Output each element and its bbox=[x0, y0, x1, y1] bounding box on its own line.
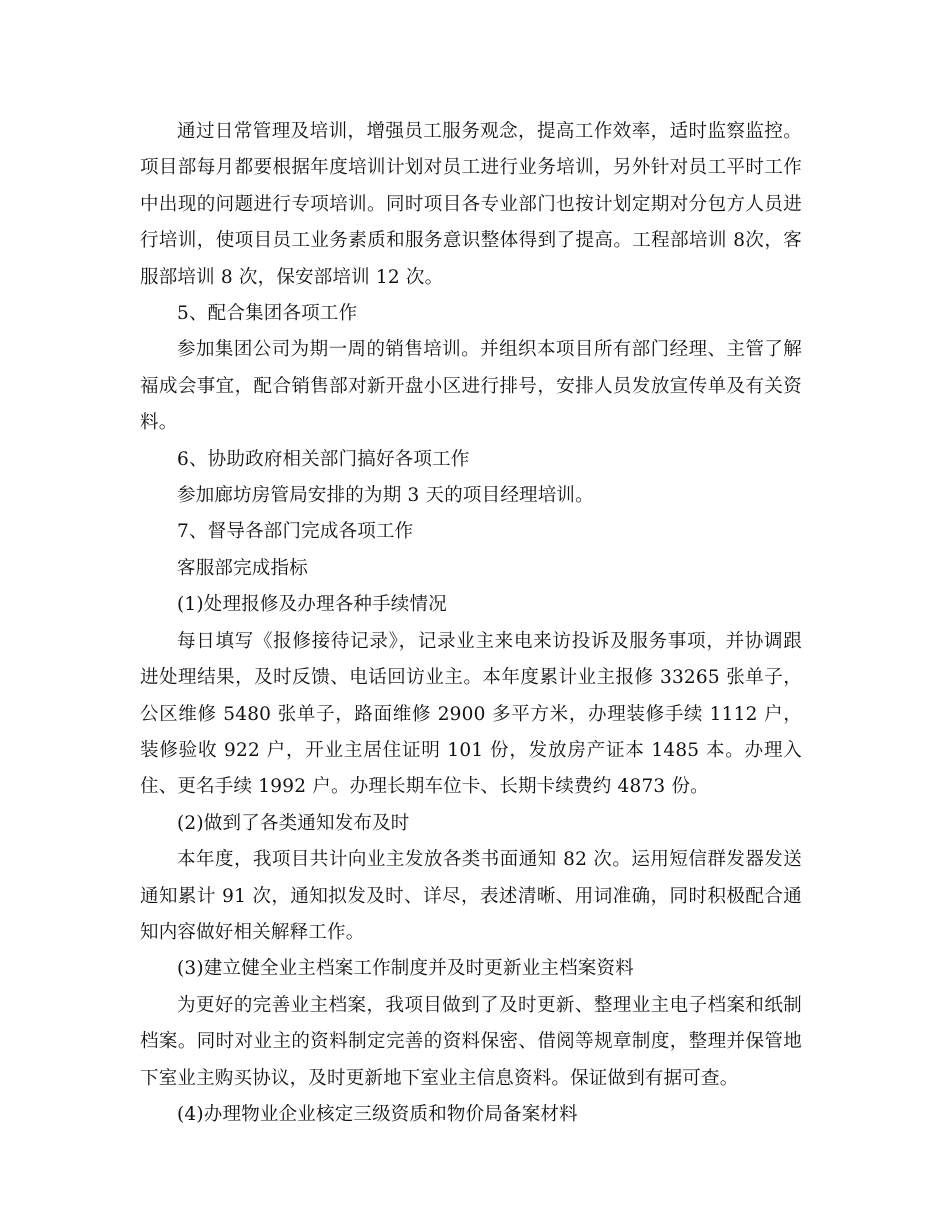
item-heading-2: (2)做到了各类通知发布及时 bbox=[177, 812, 410, 834]
paragraph-notifications: 本年度，我项目共计向业主发放各类书面通知 82 次。运用短信群发器发送通知累计 91 次，通知拟发及时、详尽，表述清晰、用词准确，同时积极配合通知内容做好相关解释工作。 bbox=[140, 849, 802, 943]
paragraph-repair-records: 每日填写《报修接待记录》，记录业主来电来访投诉及服务事项，并协调跟进处理结果，及时反馈、电话回访业主。本年度累计业主报修 33265 张单子，公区维修 5480 张单子，路面维修 2900 多平方米，办理装修手续 1112 户，装修验收 922 户，开业主居住证明 101 份，发放房产证本 1485 本。办理入住、更名手续 1992 户。办理长期车位卡、长期卡续费约 4873 份。 bbox=[140, 630, 802, 798]
paragraph-training: 通过日常管理及培训，增强员工服务观念，提高工作效率，适时监察监控。项目部每月都要根据年度培训计划对员工进行业务培训，另外针对员工平时工作中出现的问题进行专项培训。同时项目各专业部门也按计划定期对分包方人员进行培训，使项目员工业务素质和服务意识整体得到了提高。工程部培训 8次，客服部培训 8 次，保安部培训 12 次。 bbox=[140, 121, 802, 288]
section-heading-5: 5、配合集团各项工作 bbox=[177, 303, 358, 325]
subheading-customer-service: 客服部完成指标 bbox=[177, 557, 308, 579]
paragraph-group-work: 参加集团公司为期一周的销售培训。并组织本项目所有部门经理、主管了解福成会事宜，配合销售部对新开盘小区进行排号，安排人员发放宣传单及有关资料。 bbox=[140, 339, 802, 434]
paragraph-government-training: 参加廊坊房管局安排的为期 3 天的项目经理培训。 bbox=[177, 485, 594, 507]
section-heading-6: 6、协助政府相关部门搞好各项工作 bbox=[177, 448, 470, 470]
paragraph-owner-archives: 为更好的完善业主档案，我项目做到了及时更新、整理业主电子档案和纸制档案。同时对业主的资料制定完善的资料保密、借阅等规章制度，整理并保管地下室业主购买协议，及时更新地下室业主信息资料。保证做到有据可查。 bbox=[140, 994, 802, 1089]
item-heading-3: (3)建立健全业主档案工作制度并及时更新业主档案资料 bbox=[177, 958, 634, 980]
document-body bbox=[140, 114, 802, 1133]
item-heading-4: (4)办理物业企业核定三级资质和物价局备案材料 bbox=[177, 1103, 578, 1125]
item-heading-1: (1)处理报修及办理各种手续情况 bbox=[177, 594, 447, 616]
section-heading-7: 7、督导各部门完成各项工作 bbox=[177, 521, 414, 543]
